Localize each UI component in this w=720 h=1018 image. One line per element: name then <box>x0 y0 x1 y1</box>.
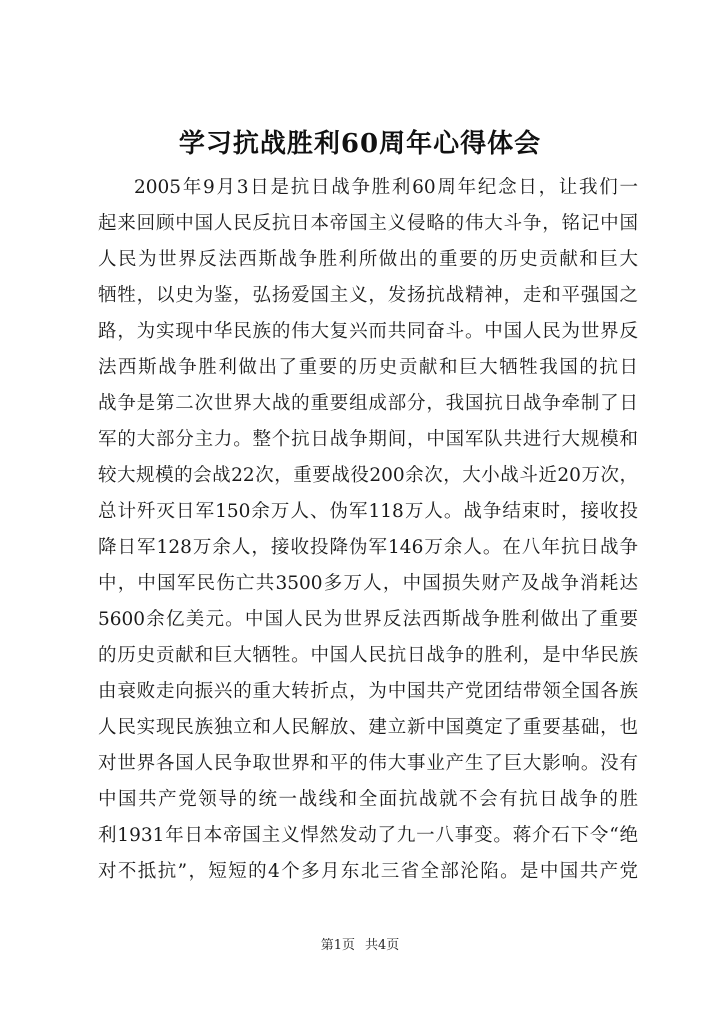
body-text-line: 对世界各国人民争取世界和平的伟大事业产生了巨大影响。没有 <box>98 753 638 774</box>
page-footer <box>0 936 720 956</box>
body-text-line: 路，为实现中华民族的伟大复兴而共同奋斗。中国人民为世界反 <box>98 321 638 342</box>
body-text-line: 较大规模的会战22次，重要战役200余次，大小战斗近20万次， <box>98 465 638 486</box>
body-text-line: 军的大部分主力。整个抗日战争期间，中国军队共进行大规模和 <box>98 429 638 450</box>
page-total: 共4页 <box>365 938 400 953</box>
body-text-line: 战争是第二次世界大战的重要组成部分，我国抗日战争牵制了日 <box>98 393 638 414</box>
body-text-line: 2005年9月3日是抗日战争胜利60周年纪念日，让我们一 <box>134 177 638 198</box>
document-body <box>98 170 638 890</box>
body-text-line: 起来回顾中国人民反抗日本帝国主义侵略的伟大斗争，铭记中国 <box>98 213 638 234</box>
body-text-line: 总计歼灭日军150余万人、伪军118万人。战争结束时，接收投 <box>98 501 638 522</box>
body-text-line: 人民实现民族独立和人民解放、建立新中国奠定了重要基础，也 <box>98 717 638 738</box>
body-text-line: 降日军128万余人，接收投降伪军146万余人。在八年抗日战争 <box>98 537 638 558</box>
body-text-line: 牺牲，以史为鉴，弘扬爱国主义，发扬抗战精神，走和平强国之 <box>98 285 638 306</box>
body-text-line: 5600余亿美元。中国人民为世界反法西斯战争胜利做出了重要 <box>98 609 638 630</box>
body-text-line: 人民为世界反法西斯战争胜利所做出的重要的历史贡献和巨大 <box>98 249 638 270</box>
page-number: 第1页 <box>320 938 355 953</box>
body-text-line: 利1931年日本帝国主义悍然发动了九一八事变。蒋介石下令“绝 <box>98 825 638 846</box>
document-title: 学习抗战胜利60周年心得体会 <box>178 129 542 159</box>
body-text-line: 法西斯战争胜利做出了重要的历史贡献和巨大牺牲我国的抗日 <box>98 357 638 378</box>
body-text-line: 中，中国军民伤亡共3500多万人，中国损失财产及战争消耗达 <box>98 573 638 594</box>
body-text-line: 由衰败走向振兴的重大转折点，为中国共产党团结带领全国各族 <box>98 681 638 702</box>
body-text-line: 中国共产党领导的统一战线和全面抗战就不会有抗日战争的胜 <box>98 789 638 810</box>
body-text-line: 的历史贡献和巨大牺牲。中国人民抗日战争的胜利，是中华民族 <box>98 645 638 666</box>
body-text-line: 对不抵抗”，短短的4个多月东北三省全部沦陷。是中国共产党 <box>98 861 638 882</box>
